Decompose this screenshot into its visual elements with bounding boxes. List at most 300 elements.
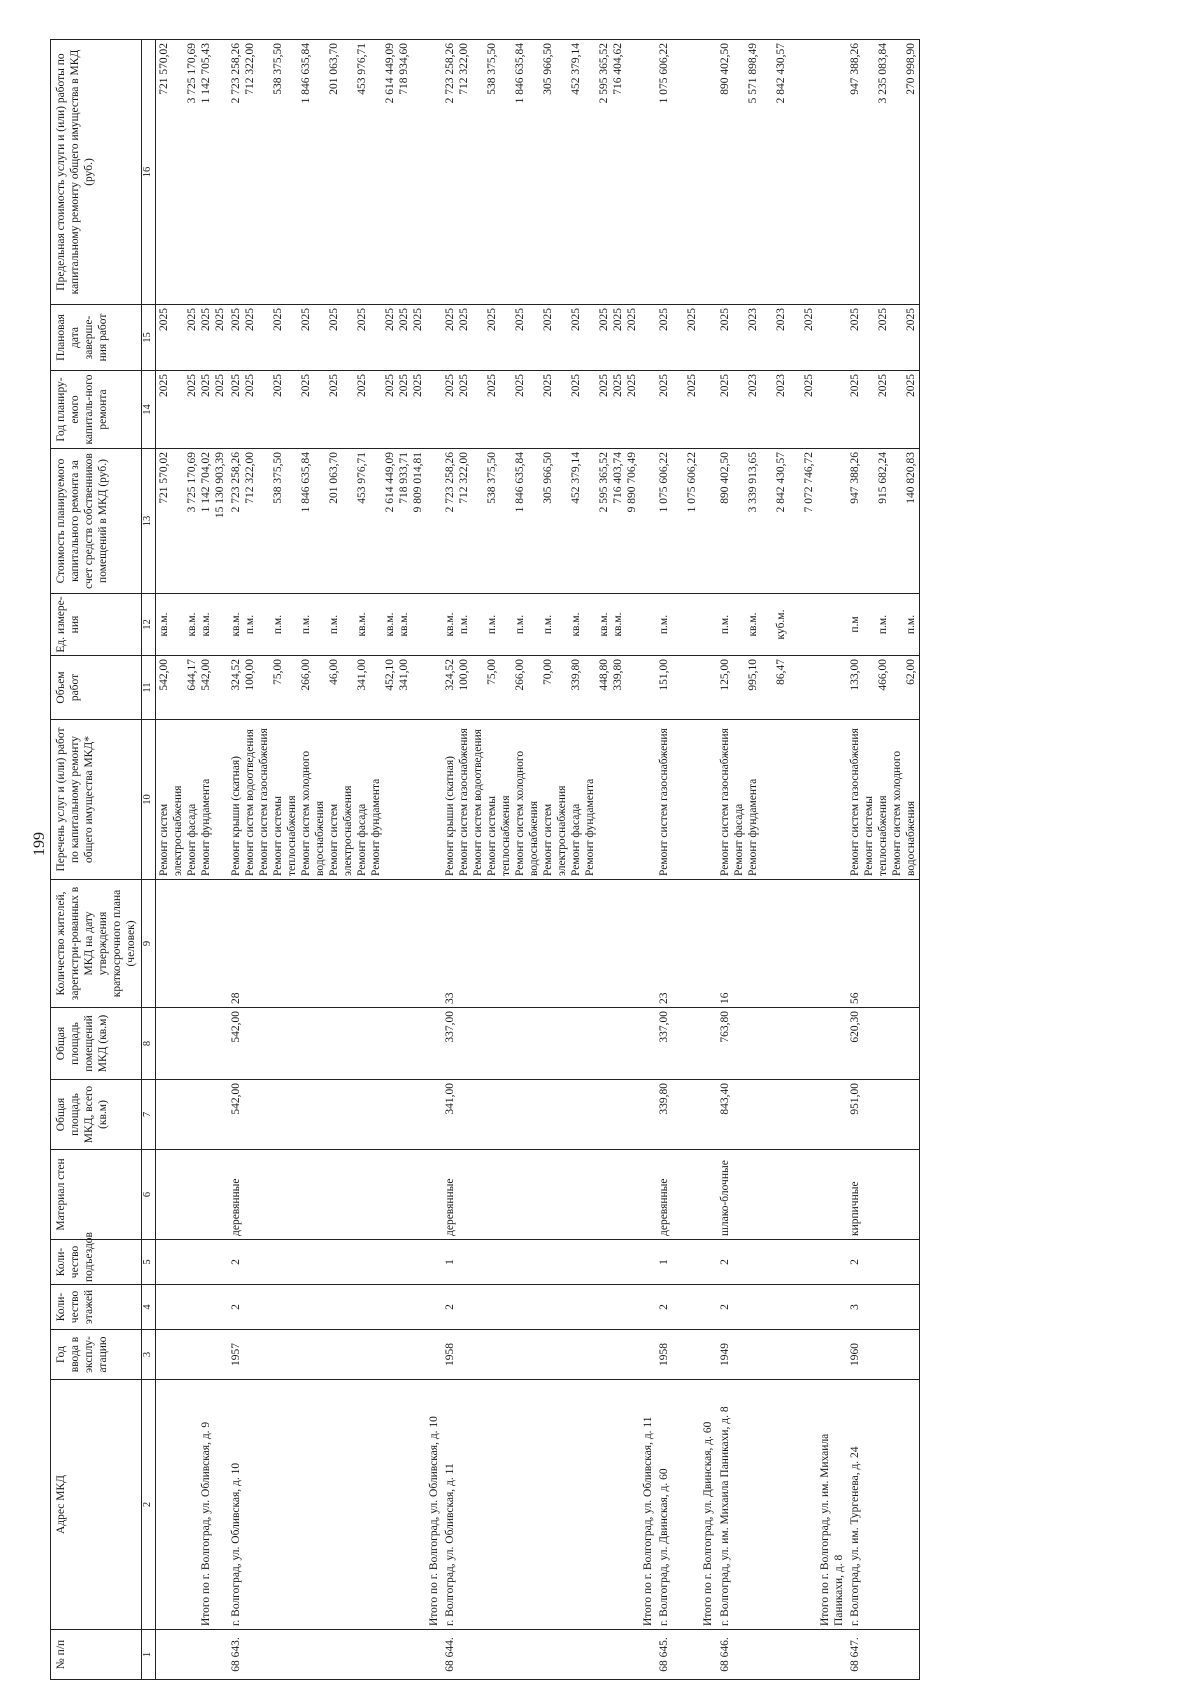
unit-cell-line: кв.м. bbox=[612, 612, 625, 637]
due-year-cell bbox=[155, 305, 228, 371]
entrances-cell: 2 bbox=[847, 1240, 920, 1285]
repair-year-cell bbox=[717, 371, 817, 449]
column-number-row bbox=[142, 40, 156, 1680]
unit-cell-line: кв.м. bbox=[229, 612, 242, 637]
limit-cost-cell bbox=[155, 40, 228, 305]
works-cell-line bbox=[213, 723, 227, 876]
repair-year-cell-line bbox=[760, 374, 774, 445]
repair-year-cell bbox=[847, 371, 920, 449]
column-header: Перечень услуг и (или) работ по капитальному ремонту общего имущества МКД* bbox=[51, 720, 142, 880]
wall-material-cell bbox=[155, 1150, 228, 1240]
premises-area-cell: 337,00 bbox=[656, 1008, 700, 1080]
volume-cell-line bbox=[471, 659, 485, 716]
repair-year-cell-line bbox=[890, 374, 904, 445]
column-header: Коли-чество подъездов bbox=[51, 1240, 142, 1285]
volume-cell bbox=[155, 656, 228, 720]
repair-year-cell-line bbox=[471, 374, 485, 445]
limit-cost-cell-line: 716 404,62 bbox=[612, 43, 625, 95]
volume-cell-line: 133,00 bbox=[848, 659, 861, 691]
unit-cell-line bbox=[732, 597, 746, 652]
column-header: Материал стен bbox=[51, 1150, 142, 1240]
repair-year-cell-line: 2025 bbox=[612, 374, 625, 397]
premises-area-cell: 542,00 bbox=[228, 1008, 426, 1080]
unit-cell-line bbox=[862, 597, 876, 652]
column-header: Коли-чество этажей bbox=[51, 1285, 142, 1330]
due-year-cell bbox=[817, 305, 847, 371]
volume-cell-line: 46,00 bbox=[328, 659, 341, 685]
due-year-cell-line bbox=[732, 308, 746, 367]
unit-cell bbox=[717, 594, 817, 656]
repair-year-cell bbox=[426, 371, 442, 449]
due-year-cell-line: 2023 bbox=[774, 308, 787, 331]
works-cell-line: Ремонт фасада bbox=[570, 803, 583, 876]
cost-cell-line: 2 614 449,09 bbox=[384, 452, 397, 513]
unit-cell-line: п.м. bbox=[718, 614, 731, 635]
repair-year-cell-line bbox=[555, 374, 569, 445]
repair-year-cell-line: 2025 bbox=[356, 374, 369, 397]
cost-cell-line bbox=[285, 452, 299, 590]
limit-cost-cell-line bbox=[555, 43, 569, 301]
address-cell bbox=[442, 1380, 640, 1630]
limit-cost-cell-line bbox=[862, 43, 876, 301]
row-number-cell bbox=[700, 1630, 716, 1680]
address-cell-line bbox=[185, 1383, 199, 1626]
floors-cell bbox=[426, 1285, 442, 1330]
column-header: Адрес МКД bbox=[51, 1380, 142, 1630]
volume-cell-line: 62,00 bbox=[904, 659, 917, 685]
table-row bbox=[155, 40, 228, 1680]
due-year-cell-line: 2025 bbox=[876, 308, 889, 331]
repair-year-cell-line bbox=[285, 374, 299, 445]
works-cell-line: Ремонт систем электроснабжения bbox=[542, 785, 569, 876]
volume-cell-line bbox=[760, 659, 774, 716]
cost-cell bbox=[700, 449, 716, 594]
column-header: № п/п bbox=[51, 1630, 142, 1680]
repair-year-cell-line: 2025 bbox=[199, 374, 212, 397]
column-number: 6 bbox=[142, 1150, 156, 1240]
address-cell bbox=[717, 1380, 817, 1630]
cost-cell-line bbox=[760, 452, 774, 590]
unit-cell-line bbox=[760, 597, 774, 652]
due-year-cell-line bbox=[499, 308, 513, 367]
entrances-cell: 1 bbox=[442, 1240, 640, 1285]
cost-cell-line: 1 142 704,02 bbox=[199, 452, 212, 513]
limit-cost-cell bbox=[640, 40, 656, 305]
table-row bbox=[817, 40, 847, 1680]
due-year-cell-line: 2025 bbox=[356, 308, 369, 331]
unit-cell-line: п.м. bbox=[328, 614, 341, 635]
column-header: Год ввода в эксплу-атацию bbox=[51, 1330, 142, 1380]
address-cell-line: г. Волгоград, ул. Обливская, д. 11 bbox=[444, 1463, 457, 1626]
column-number: 10 bbox=[142, 720, 156, 880]
unit-cell-line: п.м. bbox=[272, 614, 285, 635]
premises-area-cell: 620,30 bbox=[847, 1008, 920, 1080]
due-year-cell-line bbox=[788, 308, 802, 367]
repair-year-cell bbox=[640, 371, 656, 449]
cost-cell-line: 2 842 430,57 bbox=[774, 452, 787, 513]
volume-cell-line: 542,00 bbox=[199, 659, 212, 691]
cost-cell-line bbox=[471, 452, 485, 590]
floors-cell: 3 bbox=[847, 1285, 920, 1330]
column-header: Плановая дата заверше-ния работ bbox=[51, 305, 142, 371]
residents-cell bbox=[640, 880, 656, 1008]
table-row bbox=[442, 40, 640, 1680]
volume-cell bbox=[640, 656, 656, 720]
volume-cell-line: 266,00 bbox=[300, 659, 313, 691]
total-area-cell bbox=[426, 1080, 442, 1150]
address-cell-line: Итого по г. Волгоград, ул. Обливская, д. 11 bbox=[642, 1416, 655, 1626]
page-number: 199 bbox=[31, 832, 48, 856]
due-year-cell-line: 2025 bbox=[718, 308, 731, 331]
limit-cost-cell-line bbox=[671, 43, 685, 301]
year-built-cell bbox=[817, 1330, 847, 1380]
volume-cell-line bbox=[671, 659, 685, 716]
address-cell-line: Итого по г. Волгоград, ул. им. Михаила Паникахи, д. 8 bbox=[818, 1433, 845, 1626]
limit-cost-cell-line bbox=[257, 43, 271, 301]
unit-cell-line: кв.м. bbox=[384, 612, 397, 637]
works-cell bbox=[640, 720, 656, 880]
unit-cell-line bbox=[257, 597, 271, 652]
cost-cell bbox=[717, 449, 817, 594]
volume-cell-line bbox=[685, 659, 699, 716]
due-year-cell-line bbox=[583, 308, 597, 367]
repair-year-cell-line: 2025 bbox=[384, 374, 397, 397]
cost-cell-line: 1 846 635,84 bbox=[300, 452, 313, 513]
wall-material-cell: шлако-блочные bbox=[717, 1150, 817, 1240]
volume-cell-line: 452,10 bbox=[384, 659, 397, 691]
limit-cost-cell-line: 452 379,14 bbox=[570, 43, 583, 95]
repair-year-cell-line bbox=[313, 374, 327, 445]
volume-cell-line: 339,80 bbox=[612, 659, 625, 691]
row-number-cell: 68 646. bbox=[717, 1630, 817, 1680]
cost-cell-line: 716 403,74 bbox=[612, 452, 625, 504]
repair-year-cell-line: 2025 bbox=[398, 374, 411, 397]
limit-cost-cell-line bbox=[732, 43, 746, 301]
unit-cell bbox=[640, 594, 656, 656]
cost-cell-line: 9 890 706,49 bbox=[626, 452, 639, 513]
cost-cell-line: 538 375,50 bbox=[272, 452, 285, 504]
cost-cell-line: 3 339 913,65 bbox=[746, 452, 759, 513]
repair-year-cell bbox=[228, 371, 426, 449]
cost-cell-line: 1 075 606,22 bbox=[686, 452, 699, 513]
due-year-cell-line bbox=[171, 308, 185, 367]
cost-cell-line: 305 966,50 bbox=[542, 452, 555, 504]
column-number: 12 bbox=[142, 594, 156, 656]
column-header: Количество жителей, зарегистри-рованных в МКД на дату утверждения краткосрочного плана (человек) bbox=[51, 880, 142, 1008]
unit-cell-line bbox=[555, 597, 569, 652]
due-year-cell-line: 2025 bbox=[542, 308, 555, 331]
column-number: 13 bbox=[142, 449, 156, 594]
repair-year-cell-line: 2025 bbox=[486, 374, 499, 397]
premises-area-cell bbox=[700, 1008, 716, 1080]
wall-material-cell: деревянные bbox=[656, 1150, 700, 1240]
row-number-cell: 68 645. bbox=[656, 1630, 700, 1680]
repair-year-cell-line: 2023 bbox=[774, 374, 787, 397]
volume-cell-line bbox=[788, 659, 802, 716]
limit-cost-cell-line: 538 375,50 bbox=[486, 43, 499, 95]
address-cell-line: Итого по г. Волгоград, ул. Обливская, д. 9 bbox=[199, 1421, 212, 1626]
works-cell-line: Ремонт фундамента bbox=[584, 778, 597, 876]
works-cell-line: Ремонт фасада bbox=[185, 803, 198, 876]
volume-cell bbox=[426, 656, 442, 720]
limit-cost-cell-line bbox=[313, 43, 327, 301]
unit-cell-line: п.м. bbox=[514, 614, 527, 635]
residents-cell: 28 bbox=[228, 880, 426, 1008]
volume-cell-line bbox=[555, 659, 569, 716]
year-built-cell bbox=[640, 1330, 656, 1380]
repair-year-cell-line bbox=[499, 374, 513, 445]
volume-cell-line bbox=[583, 659, 597, 716]
repair-year-cell-line: 2025 bbox=[542, 374, 555, 397]
repair-year-cell-line: 2025 bbox=[412, 374, 425, 397]
repair-year-cell-line bbox=[369, 374, 383, 445]
volume-cell-line bbox=[732, 659, 746, 716]
address-cell bbox=[656, 1380, 700, 1630]
address-cell-line bbox=[171, 1383, 185, 1626]
table-row bbox=[426, 40, 442, 1680]
due-year-cell bbox=[656, 305, 700, 371]
repair-year-cell-line: 2025 bbox=[300, 374, 313, 397]
unit-cell-line bbox=[685, 597, 699, 652]
volume-cell bbox=[817, 656, 847, 720]
due-year-cell-line bbox=[313, 308, 327, 367]
works-cell-line: Ремонт систем газоснабжения bbox=[458, 728, 471, 876]
limit-cost-cell-line: 3 235 083,84 bbox=[876, 43, 889, 104]
cost-cell bbox=[228, 449, 426, 594]
column-number: 7 bbox=[142, 1080, 156, 1150]
repair-year-cell-line: 2025 bbox=[229, 374, 242, 397]
row-number-cell bbox=[640, 1630, 656, 1680]
cost-cell-line: 890 402,50 bbox=[718, 452, 731, 504]
repair-year-cell-line: 2025 bbox=[848, 374, 861, 397]
works-cell-line: Ремонт фундамента bbox=[746, 778, 759, 876]
cost-cell-line: 538 375,50 bbox=[486, 452, 499, 504]
volume-cell-line: 341,00 bbox=[398, 659, 411, 691]
limit-cost-cell-line bbox=[369, 43, 383, 301]
volume-cell-line bbox=[257, 659, 271, 716]
limit-cost-cell-line bbox=[890, 43, 904, 301]
due-year-cell-line: 2025 bbox=[458, 308, 471, 331]
repair-year-cell-line bbox=[732, 374, 746, 445]
due-year-cell-line bbox=[671, 308, 685, 367]
repair-year-cell-line bbox=[257, 374, 271, 445]
volume-cell-line bbox=[625, 659, 639, 716]
due-year-cell bbox=[228, 305, 426, 371]
due-year-cell bbox=[847, 305, 920, 371]
works-cell-line: Ремонт системы теплоснабжения bbox=[272, 795, 299, 876]
year-built-cell bbox=[700, 1330, 716, 1380]
unit-cell-line: п.м. bbox=[300, 614, 313, 635]
limit-cost-cell bbox=[442, 40, 640, 305]
address-cell-line: Итого по г. Волгоград, ул. Двинская, д. 60 bbox=[702, 1421, 715, 1626]
unit-cell-line: куб.м. bbox=[774, 609, 787, 640]
due-year-cell-line bbox=[341, 308, 355, 367]
address-cell bbox=[426, 1380, 442, 1630]
wall-material-cell: деревянные bbox=[228, 1150, 426, 1240]
unit-cell bbox=[228, 594, 426, 656]
due-year-cell-line: 2025 bbox=[185, 308, 198, 331]
unit-cell bbox=[155, 594, 228, 656]
repair-year-cell-line bbox=[788, 374, 802, 445]
due-year-cell bbox=[640, 305, 656, 371]
limit-cost-cell-line bbox=[213, 43, 227, 301]
volume-cell-line: 324,52 bbox=[444, 659, 457, 691]
due-year-cell-line: 2025 bbox=[412, 308, 425, 331]
column-number: 5 bbox=[142, 1240, 156, 1285]
limit-cost-cell-line bbox=[625, 43, 639, 301]
entrances-cell bbox=[640, 1240, 656, 1285]
floors-cell: 2 bbox=[228, 1285, 426, 1330]
cost-cell bbox=[640, 449, 656, 594]
unit-cell-line: п.м. bbox=[658, 614, 671, 635]
works-cell-line: Ремонт систем холодного водоснабжения bbox=[890, 750, 917, 876]
row-number-cell bbox=[155, 1630, 228, 1680]
total-area-cell: 951,00 bbox=[847, 1080, 920, 1150]
limit-cost-cell-line: 2 842 430,57 bbox=[774, 43, 787, 104]
unit-cell-line: кв.м. bbox=[570, 612, 583, 637]
volume-cell-line bbox=[802, 659, 816, 716]
unit-cell-line: п.м. bbox=[486, 614, 499, 635]
capital-repair-table bbox=[50, 39, 920, 1680]
column-header: Объем работ bbox=[51, 656, 142, 720]
floors-cell: 2 bbox=[442, 1285, 640, 1330]
repair-year-cell-line: 2025 bbox=[272, 374, 285, 397]
unit-cell-line: п.м. bbox=[542, 614, 555, 635]
due-year-cell-line bbox=[890, 308, 904, 367]
due-year-cell-line: 2023 bbox=[746, 308, 759, 331]
cost-cell-line: 15 130 903,39 bbox=[213, 452, 226, 519]
cost-cell-line: 1 075 606,22 bbox=[658, 452, 671, 513]
repair-year-cell-line: 2023 bbox=[746, 374, 759, 397]
total-area-cell: 542,00 bbox=[228, 1080, 426, 1150]
column-header: Ед. измере-ния bbox=[51, 594, 142, 656]
year-built-cell: 1960 bbox=[847, 1330, 920, 1380]
floors-cell bbox=[155, 1285, 228, 1330]
works-cell-line: Ремонт систем водоотведения bbox=[243, 729, 256, 876]
limit-cost-cell-line bbox=[471, 43, 485, 301]
limit-cost-cell-line: 712 322,00 bbox=[458, 43, 471, 95]
unit-cell-line: кв.м. bbox=[598, 612, 611, 637]
cost-cell-line: 2 723 258,26 bbox=[444, 452, 457, 513]
limit-cost-cell-line bbox=[685, 43, 699, 301]
repair-year-cell-line: 2025 bbox=[658, 374, 671, 397]
unit-cell-line bbox=[788, 597, 802, 652]
due-year-cell-line: 2025 bbox=[157, 308, 170, 331]
unit-cell-line: п.м. bbox=[243, 614, 256, 635]
repair-year-cell-line: 2025 bbox=[876, 374, 889, 397]
works-cell bbox=[717, 720, 817, 880]
repair-year-cell-line: 2025 bbox=[718, 374, 731, 397]
cost-cell-line: 1 846 635,84 bbox=[514, 452, 527, 513]
cost-cell-line: 2 723 258,26 bbox=[229, 452, 242, 513]
limit-cost-cell-line bbox=[285, 43, 299, 301]
unit-cell-line bbox=[890, 597, 904, 652]
unit-cell-line bbox=[527, 597, 541, 652]
rotated-table-page bbox=[50, 40, 1130, 1680]
address-cell-line: Итого по г. Волгоград, ул. Обливская, д. 10 bbox=[428, 1416, 441, 1626]
limit-cost-cell-line: 1 846 635,84 bbox=[300, 43, 313, 104]
row-number-cell: 68 644. bbox=[442, 1630, 640, 1680]
floors-cell bbox=[817, 1285, 847, 1330]
floors-cell: 2 bbox=[656, 1285, 700, 1330]
limit-cost-cell-line: 3 725 170,69 bbox=[185, 43, 198, 104]
total-area-cell: 339,80 bbox=[656, 1080, 700, 1150]
volume-cell bbox=[656, 656, 700, 720]
due-year-cell-line: 2025 bbox=[848, 308, 861, 331]
address-cell bbox=[155, 1380, 228, 1630]
works-cell bbox=[155, 720, 228, 880]
works-cell-line: Ремонт крыши (скатная) bbox=[444, 756, 457, 876]
cost-cell-line: 453 976,71 bbox=[356, 452, 369, 504]
premises-area-cell bbox=[155, 1008, 228, 1080]
repair-year-cell-line bbox=[341, 374, 355, 445]
unit-cell-line: п.м. bbox=[458, 614, 471, 635]
volume-cell-line: 266,00 bbox=[514, 659, 527, 691]
unit-cell-line bbox=[369, 597, 383, 652]
due-year-cell-line: 2025 bbox=[229, 308, 242, 331]
total-area-cell: 843,40 bbox=[717, 1080, 817, 1150]
cost-cell-line bbox=[862, 452, 876, 590]
due-year-cell-line bbox=[555, 308, 569, 367]
limit-cost-cell-line bbox=[341, 43, 355, 301]
due-year-cell-line bbox=[471, 308, 485, 367]
limit-cost-cell-line: 5 571 898,49 bbox=[746, 43, 759, 104]
due-year-cell-line: 2025 bbox=[570, 308, 583, 331]
premises-area-cell bbox=[426, 1008, 442, 1080]
wall-material-cell bbox=[426, 1150, 442, 1240]
unit-cell-line bbox=[499, 597, 513, 652]
row-number-cell: 68 643. bbox=[228, 1630, 426, 1680]
due-year-cell-line bbox=[285, 308, 299, 367]
volume-cell-line bbox=[171, 659, 185, 716]
address-cell-line: г. Волгоград, ул. им. Михаила Паникахи, д. 8 bbox=[718, 1406, 731, 1626]
column-number: 15 bbox=[142, 305, 156, 371]
limit-cost-cell-line bbox=[802, 43, 816, 301]
entrances-cell bbox=[426, 1240, 442, 1285]
residents-cell bbox=[817, 880, 847, 1008]
volume-cell-line bbox=[890, 659, 904, 716]
unit-cell-line bbox=[671, 597, 685, 652]
residents-cell: 33 bbox=[442, 880, 640, 1008]
address-cell bbox=[700, 1380, 716, 1630]
unit-cell bbox=[847, 594, 920, 656]
row-number-cell: 68 647. bbox=[847, 1630, 920, 1680]
volume-cell bbox=[442, 656, 640, 720]
total-area-cell bbox=[155, 1080, 228, 1150]
works-cell-line: Ремонт систем холодного водоснабжения bbox=[514, 750, 541, 876]
column-number: 4 bbox=[142, 1285, 156, 1330]
cost-cell-line bbox=[671, 452, 685, 590]
volume-cell-line: 100,00 bbox=[458, 659, 471, 691]
volume-cell bbox=[847, 656, 920, 720]
address-cell bbox=[847, 1380, 920, 1630]
repair-year-cell-line: 2025 bbox=[570, 374, 583, 397]
unit-cell-line bbox=[313, 597, 327, 652]
volume-cell-line: 324,52 bbox=[229, 659, 242, 691]
limit-cost-cell bbox=[717, 40, 817, 305]
volume-cell-line: 125,00 bbox=[718, 659, 731, 691]
cost-cell-line: 7 072 746,72 bbox=[802, 452, 815, 513]
volume-cell-line: 75,00 bbox=[272, 659, 285, 685]
cost-cell-line: 140 820,83 bbox=[904, 452, 917, 504]
due-year-cell-line: 2025 bbox=[243, 308, 256, 331]
due-year-cell-line bbox=[527, 308, 541, 367]
works-cell-line: Ремонт фундамента bbox=[370, 778, 383, 876]
entrances-cell bbox=[700, 1240, 716, 1285]
entrances-cell: 2 bbox=[228, 1240, 426, 1285]
address-cell-line bbox=[157, 1383, 171, 1626]
limit-cost-cell bbox=[700, 40, 716, 305]
